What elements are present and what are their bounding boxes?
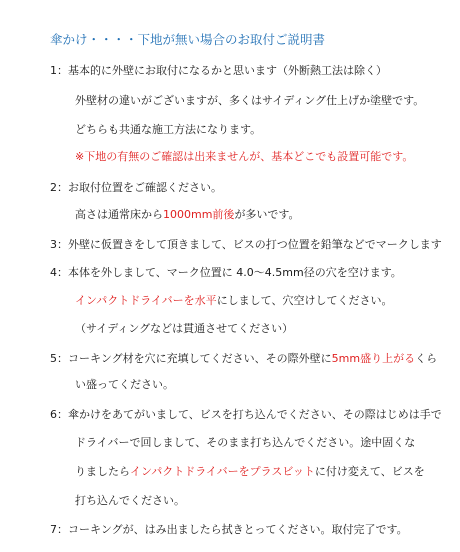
step-6-text-end: に付け変えて、ビスを — [314, 465, 425, 478]
impact-driver-highlight: インパクトドライバーを水平 — [75, 294, 217, 307]
drill-instruction-text: にしまして、穴空けしてください。 — [216, 294, 393, 307]
step-1-detail-2: どちらも共通な施工方法になります。 — [75, 123, 262, 136]
height-text-start: 高さは通常床から — [75, 208, 163, 221]
step-6-detail-2 — [75, 465, 425, 479]
caulk-amount-highlight: 5mm盛り上がる — [331, 352, 416, 365]
step-6-text: 6：傘かけをあてがいまして、ビスを打ち込んでください、その際はじめは手で — [50, 408, 442, 421]
height-text-end: が多いです。 — [234, 208, 300, 221]
plus-bit-highlight: インパクトドライバーをプラスビット — [130, 465, 315, 478]
step-6-text-start: りましたら — [75, 465, 130, 478]
document-title: 傘かけ・・・・下地が無い場合のお取付ご説明書 — [50, 32, 326, 47]
step-1-detail-1: 外壁材の違いがございますが、多くはサイディング仕上げか塗壁です。 — [75, 94, 425, 107]
step-6-detail-1: ドライバーで回しまして、そのまま打ち込んでください。途中固くな — [75, 436, 416, 449]
height-value-highlight: 1000mm前後 — [163, 208, 235, 221]
step-5-text-start: 5：コーキング材を穴に充填してください、その際外壁に — [50, 352, 332, 365]
step-1-text: 1：基本的に外壁にお取付になるかと思います（外断熱工法は除く） — [50, 64, 387, 77]
step-5-text-end: くら — [415, 352, 438, 365]
step-1-note: ※下地の有無のご確認は出来ませんが、基本どこでも設置可能です。 — [75, 150, 414, 163]
step-2-detail — [75, 208, 300, 222]
step-6-detail-3: 打ち込んでください。 — [75, 494, 185, 507]
step-4-text: 4：本体を外しまして、マーク位置に 4.0～4.5mm径の穴を空けます。 — [50, 266, 402, 279]
step-2-text: 2：お取付位置をご確認ください。 — [50, 181, 222, 194]
step-4-detail-1 — [75, 294, 392, 308]
step-5-text — [50, 352, 437, 366]
step-7-text: 7：コーキングが、はみ出ましたら拭きとってください。取付完了です。 — [50, 523, 408, 536]
step-3-text: 3：外壁に仮置きをして頂きまして、ビスの打つ位置を鉛筆などでマークします — [50, 238, 442, 251]
step-5-continued: い盛ってください。 — [75, 378, 174, 391]
step-4-detail-2: （サイディングなどは貫通させてください） — [75, 322, 294, 335]
